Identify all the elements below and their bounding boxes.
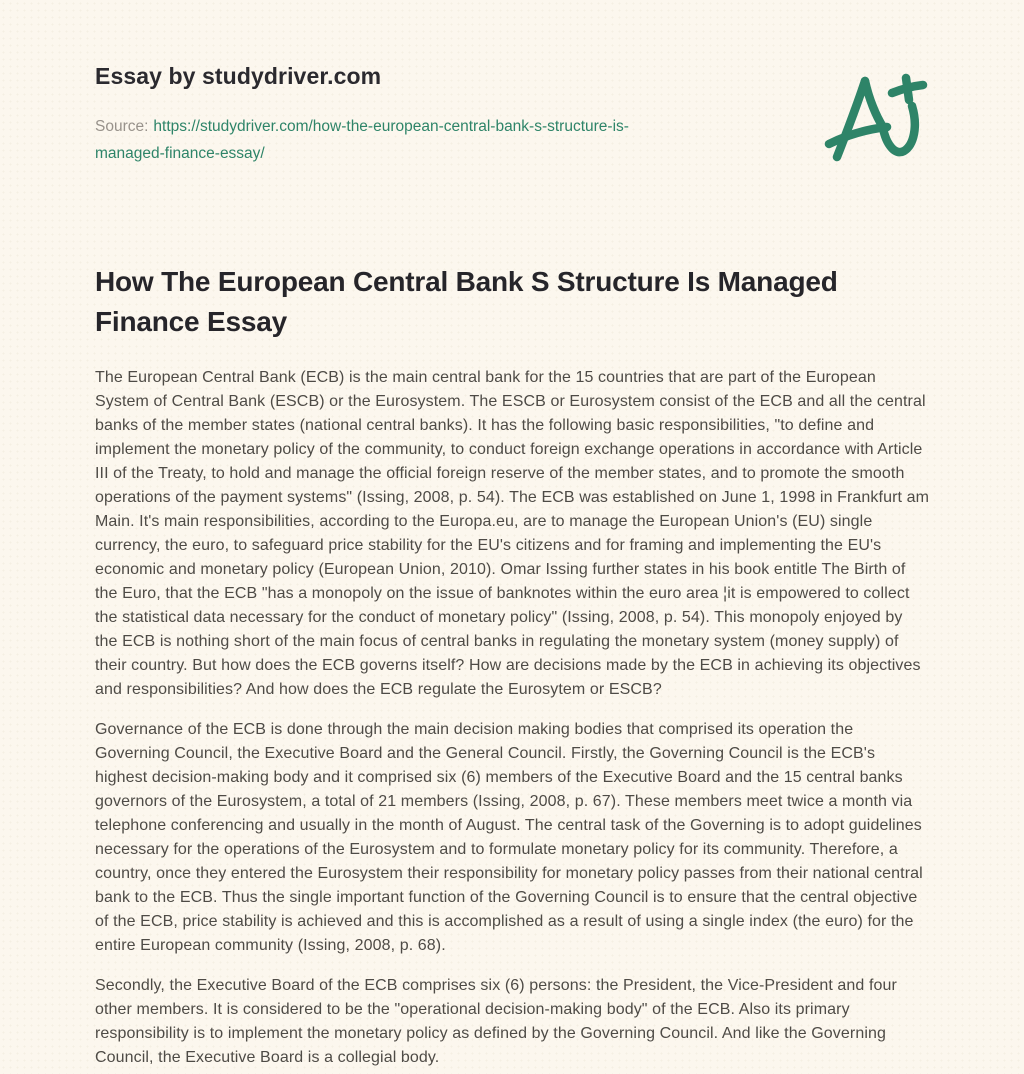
essay-paragraph-3: Secondly, the Executive Board of the ECB comprises six (6) persons: the President, the Vice-President and four other members. It is considered to be the "operational decision-making body" of the ECB. Also its primary responsibility is to implement the monetary policy as defined by the Governing Council. And like the Governing Council, the Executive Board is a collegial body. [95,977,897,1066]
essay-paragraph-2: Governance of the ECB is done through the main decision making bodies that comprised its operation the Governing Council, the Executive Board and the General Council. Firstly, the Governing Council is the ECB's highest decision-making body and it comprised six (6) members of the Executive Board and the 15 central banks governors of the Eurosystem, a total of 21 members (Issing, 2008, p. 67). These members meet twice a month via telephone conferencing and usually in the month of August. The central task of the Governing is to adopt guidelines necessary for the operations of the Eurosystem and to formulate monetary policy for its community. Therefore, a country, once they entered the Eurosystem their responsibility for monetary policy passes from their national central bank to the ECB. Thus the single important function of the Governing Council is to ensure that the central objective of the ECB, price stability is achieved and this is accomplished as a result of using a single index (the euro) for the entire European community (Issing, 2008, p. 68). [95,721,923,954]
a-plus-logo-icon [824,66,928,166]
source-line [95,113,683,167]
page-header [95,63,929,167]
essay-title: How The European Central Bank S Structure Is Managed Finance Essay [95,266,838,337]
source-link[interactable]: https://studydriver.com/how-the-european-central-bank-s-structure-is-managed-finance-essay/ [95,118,629,162]
essay-body [95,262,929,1070]
byline: Essay by studydriver.com [95,63,382,89]
essay-paragraph-1: The European Central Bank (ECB) is the main central bank for the 15 countries that are part of the European System of Central Bank (ESCB) or the Eurosystem. The ESCB or Eurosystem consist of the ECB and all the central banks of the member states (national central banks). It has the following basic responsibilities, "to define and implement the monetary policy of the community, to conduct foreign exchange operations in accordance with Article III of the Treaty, to hold and manage the official foreign reserve of the member states, and to promote the smooth operations of the payment systems" (Issing, 2008, p. 54). The ECB was established on June 1, 1998 in Frankfurt am Main. It's main responsibilities, according to the Europa.eu, are to manage the European Union's (EU) single currency, the euro, to safeguard price stability for the EU's citizens and for framing and implementing the EU's economic and monetary policy (European Union, 2010). Omar Issing further states in his book entitle The Birth of the Euro, that the ECB "has a monopoly on the issue of banknotes within the euro area ¦it is empowered to collect the statistical data necessary for the conduct of monetary policy" (Issing, 2008, p. 54). This monopoly enjoyed by the ECB is nothing short of the main focus of central banks in regulating the monetary system (money supply) of their country. But how does the ECB governs itself? How are decisions made by the ECB in achieving its objectives and responsibilities? And how does the ECB regulate the Eurosytem or ESCB? [95,369,930,698]
source-label: Source: [95,118,149,135]
